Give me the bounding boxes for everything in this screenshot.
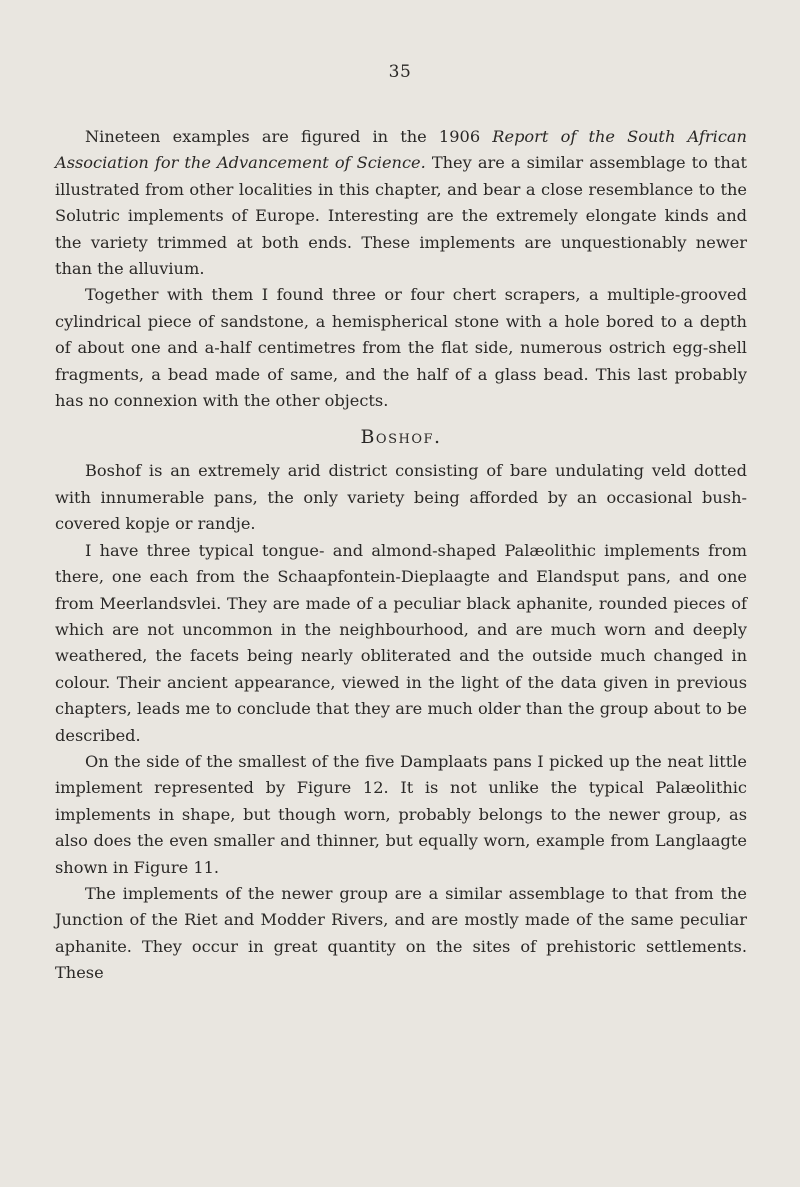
text-run bbox=[548, 127, 560, 146]
page-number: 35 bbox=[388, 62, 412, 82]
paragraph-damplaats: On the side of the smallest of the five Damplaats pans I picked up the neat little implement represented by Figure 12. It is not unlike the typical Palæolithic implements in shape, but though worn, probably belongs to the newer group, as also does the even smaller and thinner, but equally worn, example from Langlaagte shown in Figure 11. bbox=[55, 751, 747, 877]
paragraph-report-reference bbox=[55, 124, 747, 282]
paragraph-newer-group: The implements of the newer group are a similar assemblage to that from the Junction of the Riet and Modder Rivers, and are mostly made of the same peculiar aphanite. They occur in great quantity on the sites of prehistoric settlements. These bbox=[55, 883, 747, 983]
section-heading-boshof: Boshof. bbox=[360, 426, 442, 449]
paragraph-boshof-district: Boshof is an extremely arid district consisting of bare undulating veld dotted with innumerable pans, the only variety being afforded by an occasional bush-covered kopje or randje. bbox=[55, 461, 747, 534]
paragraph-palaeolithic-implements: I have three typical tongue- and almond-shaped Palæolithic implements from there, one each from the Schaapfontein-Dieplaagte and Elandsput pans, and one from Meerlandsvlei. They are made of a peculiar black aphanite, rounded pieces of which are not uncommon in the neighbourhood, and are much worn and deeply weathered, the facets being nearly obliterated and the outside much changed in colour. Their ancient appearance, viewed in the light of the data given in previous chapters, leads me to conclude that they are much older than the group about to be described. bbox=[55, 540, 747, 745]
text-run: They are a similar assemblage to that illustrated from other localities in this chapter, and bear a close resemblance to the Solutric implements of Europe. Interesting are the extremely elongate kinds and the variety trimmed at both ends. These implements are unquestionably newer than the alluvium. bbox=[55, 153, 748, 279]
text-run: Nineteen examples are figured in the 1906 bbox=[85, 127, 493, 146]
italic-report: Report bbox=[492, 127, 549, 146]
body-text bbox=[55, 124, 747, 987]
italic-association-title: of the South African Association for the Advancement of Science. bbox=[55, 127, 747, 173]
paragraph-found-objects: Together with them I found three or four chert scrapers, a multiple-grooved cylindrical piece of sandstone, a hemispherical stone with a hole bored to a depth of about one and a-half centimetres from the flat side, numerous ostrich egg-shell fragments, a bead made of same, and the half of a glass bead. This last probably has no connexion with the other objects. bbox=[55, 285, 747, 411]
